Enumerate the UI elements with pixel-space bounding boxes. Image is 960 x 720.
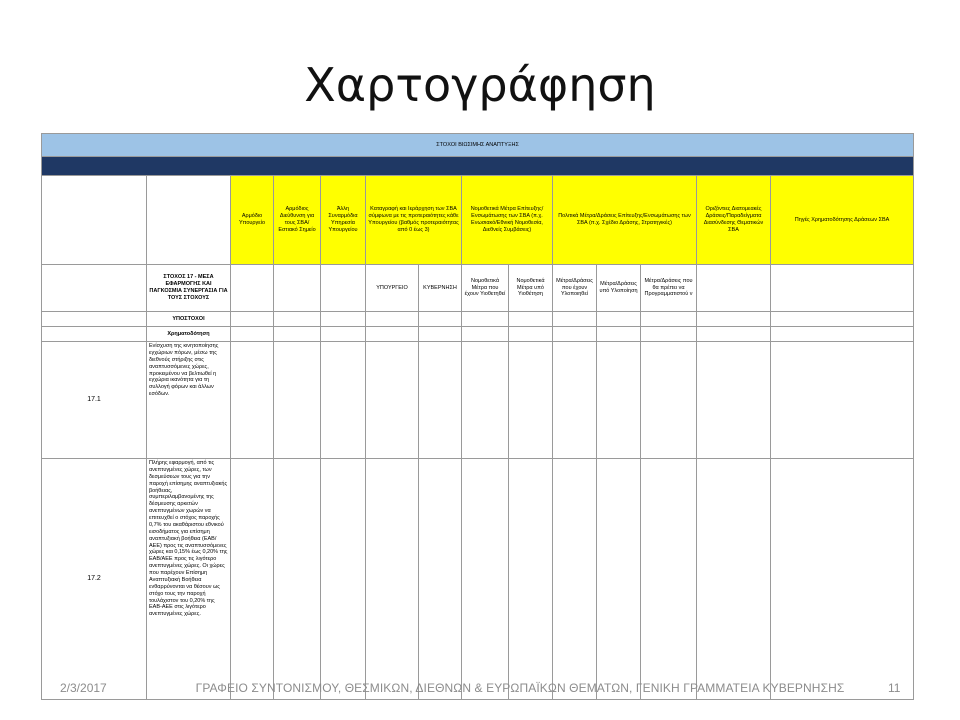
slide-title: Χαρτογράφηση [304, 58, 656, 112]
header-priority-ranking: Καταγραφή και Ιεράρχηση των ΣΒΑ σύμφωνα με τις προτεραιότητες κάθε Υπουργείου (βαθμός προτεραιότητας από 0 έως 3) [366, 176, 462, 265]
mapping-table-container [41, 133, 913, 700]
goal-cell-funding [771, 265, 914, 312]
subheader-ministry: ΥΠΟΥΡΓΕΙΟ [366, 265, 419, 312]
table-dark-bar [42, 157, 914, 176]
slide-footer [0, 681, 960, 701]
subgoal-text: Ενίσχυση της κινητοποίησης εγχώριων πόρων, μέσω της διεθνούς στήριξης στις αναπτυσσόμενες χώρες, προκειμένου να βελτιωθεί η εγχώρια ικανότητα για τη συλλογή φόρων και άλλων εσόδων. [147, 342, 231, 459]
header-funding-sources: Πηγές Χρηματοδότησης Δράσεων ΣΒΑ [771, 176, 914, 265]
goal-cell-ministry [231, 265, 274, 312]
goal-cell-other [321, 265, 366, 312]
footer-page-number: 11 [888, 681, 901, 695]
table-banner: ΣΤΟΧΟΙ ΒΙΩΣΙΜΗΣ ΑΝΑΠΤΥΞΗΣ [42, 134, 914, 157]
goal-empty-cell [42, 265, 147, 312]
header-other-service: Άλλη Συναρμόδια Υπηρεσία Υπουργείου [321, 176, 366, 265]
subheader-government: ΚΥΒΕΡΝΗΣΗ [419, 265, 462, 312]
header-responsible-ministry: Αρμόδιο Υπουργείο [231, 176, 274, 265]
goal-cell-directorate [274, 265, 321, 312]
header-empty-col-1 [42, 176, 147, 265]
subheader-legislative-pending: Νομοθετικά Μέτρα υπό Υιοθέτηση [509, 265, 553, 312]
subheader-policy-planned: Μέτρα/Δράσεις που θα πρέπει να Προγραμματιστού ν [641, 265, 697, 312]
header-legislative-measures: Νομοθετικά Μέτρα Επίτευξης/Ενσωμάτωσης των ΣΒΑ (π.χ. Ενωσιακό/Εθνική Νομοθεσία, Διεθνείς Συμβάσεις) [462, 176, 553, 265]
goal-cell-cross-sector [697, 265, 771, 312]
header-policy-measures: Πολιτικά Μέτρα/Δράσεις Επίτευξης/Ενσωμάτωσης των ΣΒΑ (π.χ. Σχέδιο Δράσης, Στρατηγικές) [553, 176, 697, 265]
mapping-table [41, 133, 914, 700]
financing-label: Χρηματοδότηση [147, 327, 231, 342]
header-empty-col-2 [147, 176, 231, 265]
table-row [42, 459, 914, 700]
financing-empty-cell [42, 327, 147, 342]
goal-label: ΣΤΟΧΟΣ 17 - ΜΕΣΑ ΕΦΑΡΜΟΓΗΣ ΚΑΙ ΠΑΓΚΟΣΜΙΑ ΣΥΝΕΡΓΑΣΙΑ ΓΙΑ ΤΟΥΣ ΣΤΟΧΟΥΣ [147, 265, 231, 312]
header-cross-sector-actions: Οριζόντιες Διατομεακές Δράσεις/Παραδείγματα Διασύνδεσης Θεματικών ΣΒΑ [697, 176, 771, 265]
header-responsible-directorate: Αρμόδιος Διεύθυνση για τους ΣΒΑ/Εστιακό Σημείο [274, 176, 321, 265]
footer-date: 2/3/2017 [60, 681, 107, 695]
subheader-legislative-adopted: Νομοθετικά Μέτρα που έχουν Υιοθετηθεί [462, 265, 509, 312]
footer-organization: ΓΡΑΦΕΙΟ ΣΥΝΤΟΝΙΣΜΟΥ, ΘΕΣΜΙΚΩΝ, ΔΙΕΘΝΩΝ & ΕΥΡΩΠΑΪΚΩΝ ΘΕΜΑΤΩΝ, ΓΕΝΙΚΗ ΓΡΑΜΜΑΤΕΙΑ ΚΥΒΕΡΝΗΣΗΣ [195, 681, 845, 695]
subgoals-label: ΥΠΟΣΤΟΧΟΙ [147, 312, 231, 327]
table-row [42, 342, 914, 459]
subheader-policy-in-progress: Μέτρα/Δράσεις υπό Υλοποίηση [597, 265, 641, 312]
subgoal-number: 17.2 [42, 459, 147, 700]
subgoal-number: 17.1 [42, 342, 147, 459]
subgoals-empty-cell [42, 312, 147, 327]
subheader-policy-implemented: Μέτρα/Δράσεις που έχουν Υλοποιηθεί [553, 265, 597, 312]
subgoal-text: Πλήρης εφαρμογή, από τις ανεπτυγμένες χώρες, των δεσμεύσεων τους για την παροχή επίσημης αναπτυξιακής βοήθειας, συμπεριλαμβανομένης της δέσμευσης αρκετών ανεπτυγμένων χωρών να επιτευχθεί ο στόχος παροχής 0,7% του ακαθάριστου εθνικού εισοδήματος για επίσημη αναπτυξιακή βοήθεια (ΕΑΒ/ΑΕΕ) προς τις αναπτυσσόμενες χώρες και 0,15% έως 0,20% της ΕΑΒ/ΑΕΕ προς τις λιγότερο ανεπτυγμένες χώρες. Οι χώρες που παρέχουν Επίσημη Αναπτυξιακή Βοήθεια ενθαρρύνονται να θέσουν ως στόχο τους την παροχή τουλάχιστον του 0,20% της ΕΑΒ-ΑΕΕ στις λιγότερο ανεπτυγμένες χώρες. [147, 459, 231, 700]
